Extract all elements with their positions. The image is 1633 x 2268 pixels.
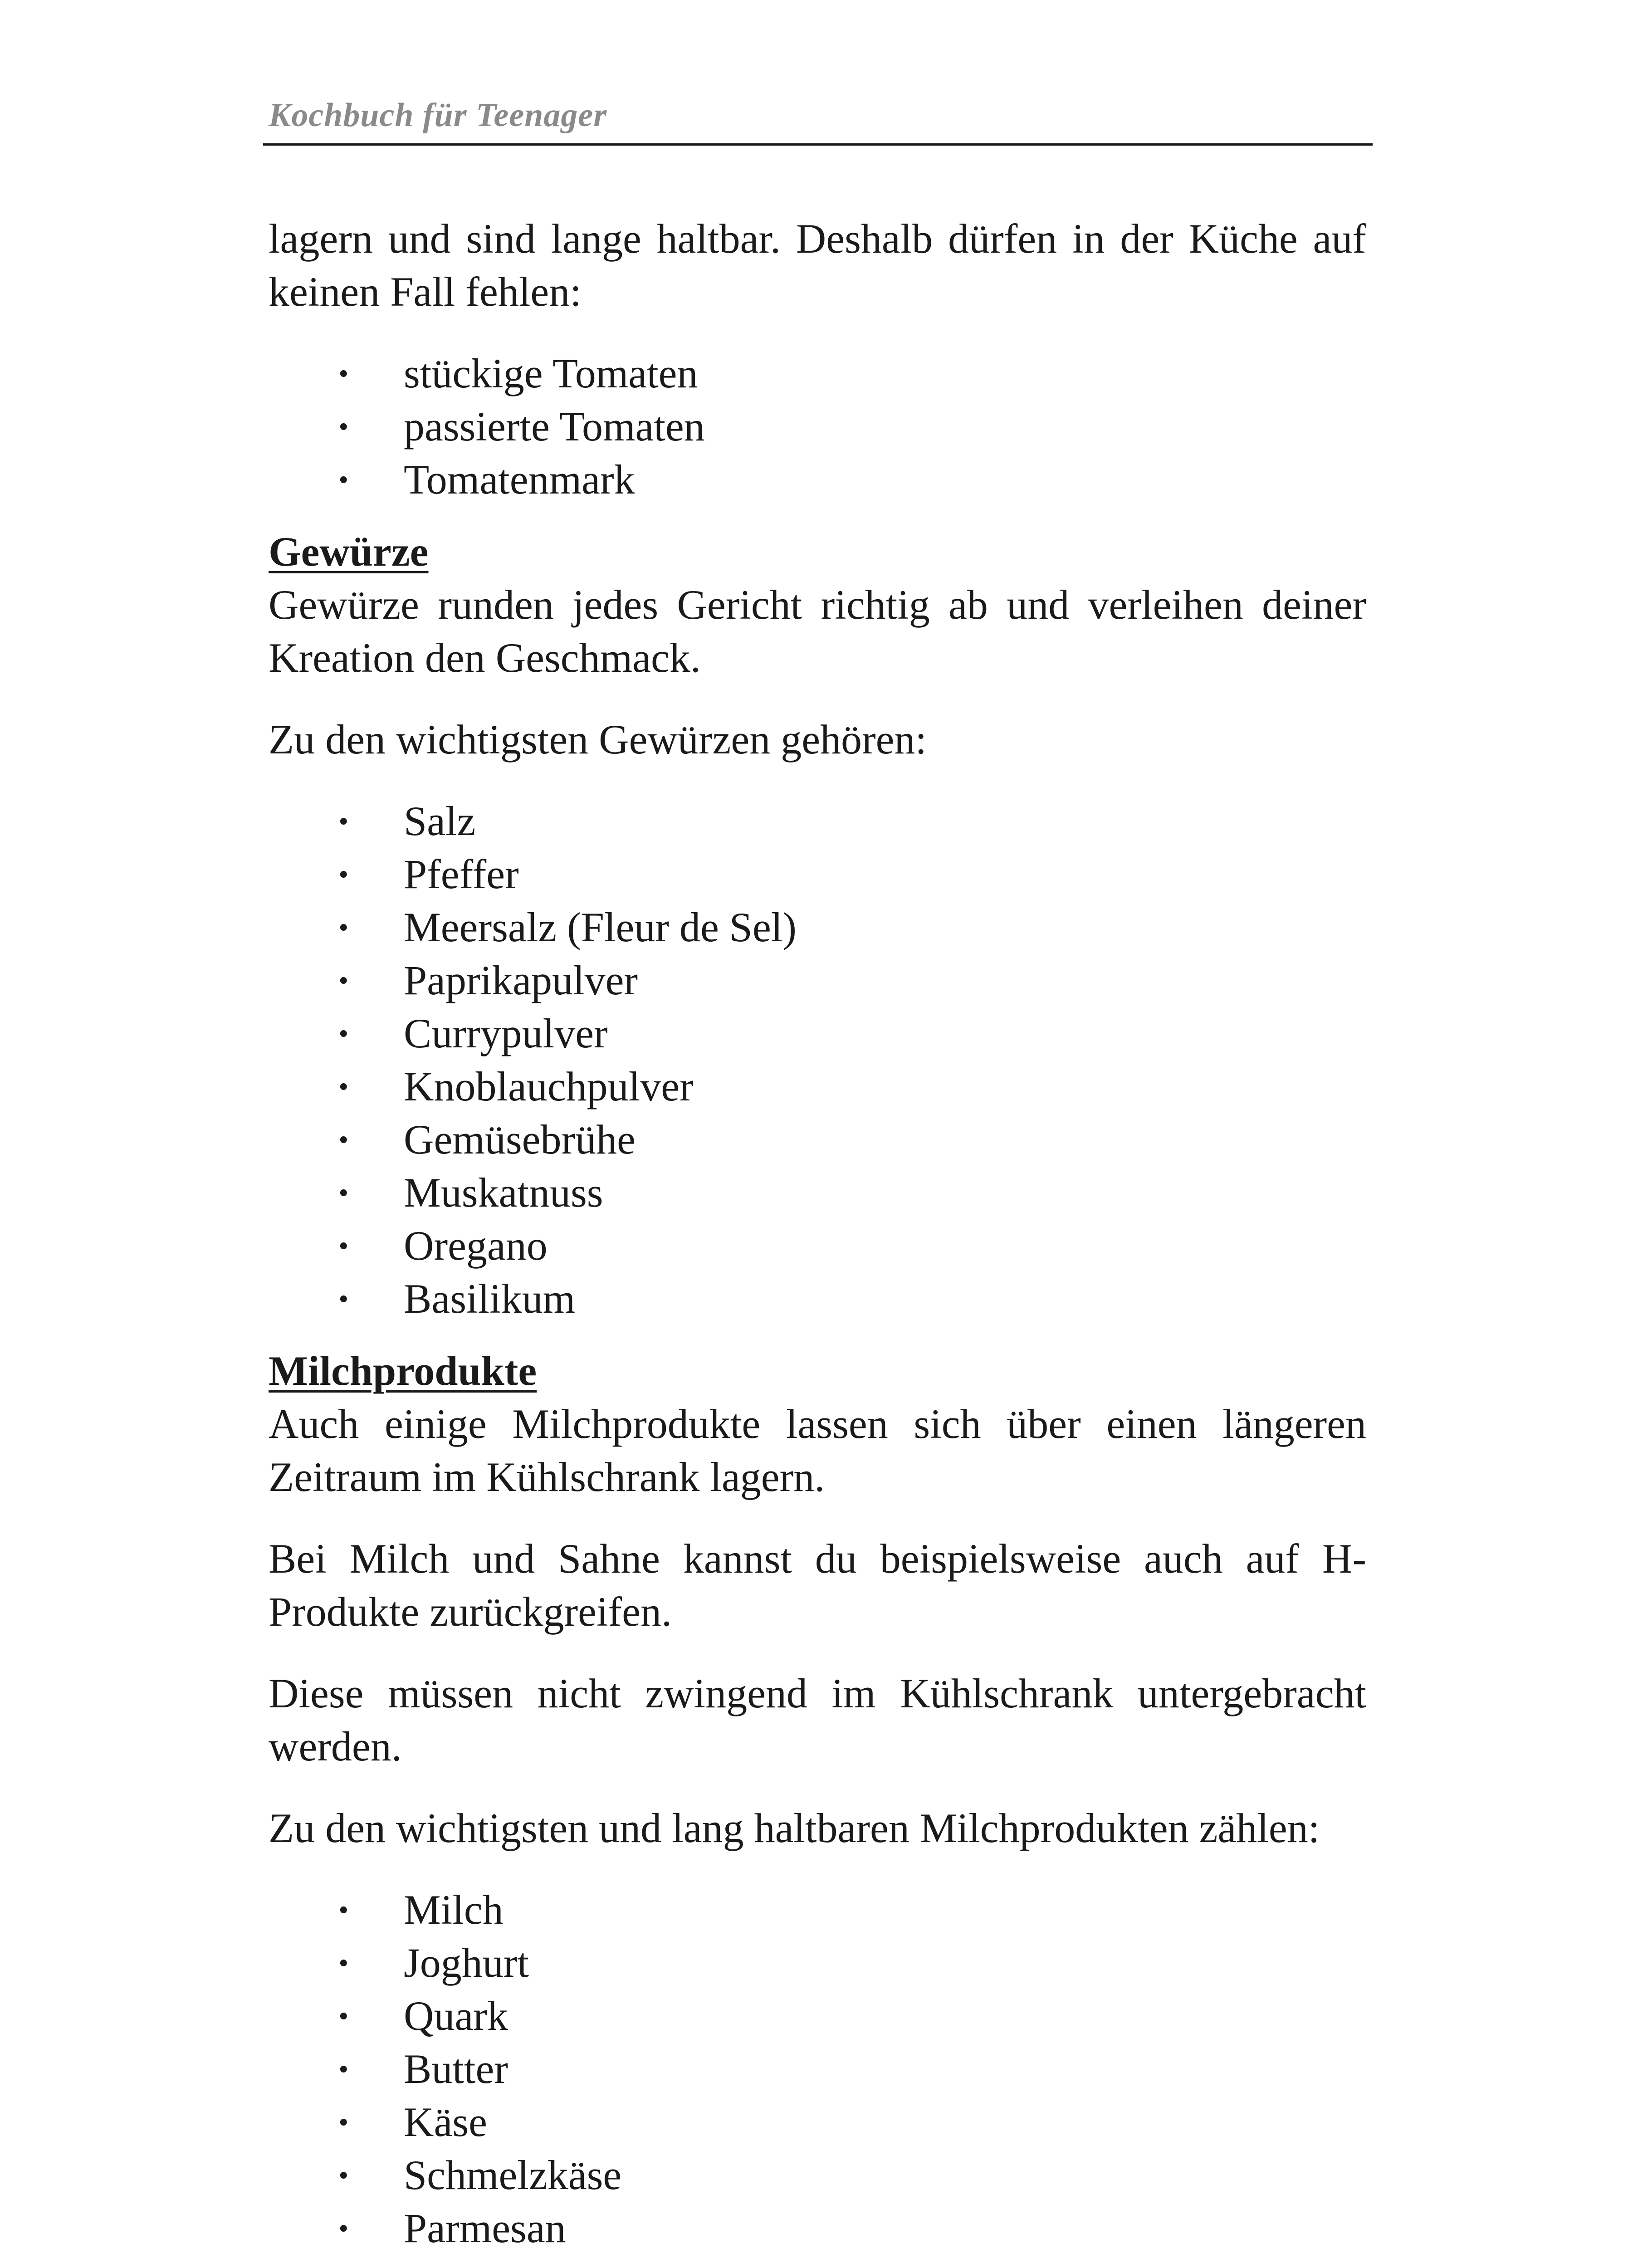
bullet-icon: ·: [337, 2046, 351, 2092]
list-item-text: Gemüsebrühe: [404, 1116, 636, 1163]
list-item: [269, 1936, 1366, 1989]
list-item-text: Schmelzkäse: [404, 2152, 622, 2198]
list-item-text: Salz: [404, 798, 476, 844]
running-header: Kochbuch für Teenager: [269, 97, 607, 134]
list-item: [269, 453, 1366, 506]
list-item: [269, 2096, 1366, 2149]
bullet-icon: ·: [337, 904, 351, 950]
list-item: [269, 2202, 1366, 2255]
page-content: [269, 212, 1366, 2268]
intro-paragraph: lagern und sind lange haltbar. Deshalb dürfen in der Küche auf keinen Fall fehlen:: [269, 215, 1366, 315]
spices-list-intro: Zu den wichtigsten Gewürzen gehören:: [269, 716, 927, 763]
dairy-list-intro: Zu den wichtigsten und lang haltbaren Milchprodukten zählen:: [269, 1805, 1320, 1851]
bullet-icon: ·: [337, 1222, 351, 1269]
spice-list: [269, 795, 1366, 1325]
list-item-text: passierte Tomaten: [404, 403, 705, 450]
list-item-text: Joghurt: [404, 1940, 529, 1986]
dairy-list: [269, 1883, 1366, 2255]
dairy-paragraph: Auch einige Milchprodukte lassen sich über einen längeren Zeitraum im Kühlschrank lagern.: [269, 1401, 1366, 1500]
section-heading-spices: Gewürze: [269, 528, 429, 575]
dairy-paragraph: Diese müssen nicht zwingend im Kühlschrank untergebracht werden.: [269, 1670, 1366, 1769]
spices-paragraph: Gewürze runden jedes Gericht richtig ab und verleihen deiner Kreation den Geschmack.: [269, 582, 1366, 681]
list-item-text: Basilikum: [404, 1276, 576, 1322]
list-item-text: Parmesan: [404, 2205, 566, 2251]
bullet-icon: ·: [337, 957, 351, 1003]
list-item-text: Pfeffer: [404, 851, 519, 897]
bullet-icon: ·: [337, 1940, 351, 1986]
bullet-icon: ·: [337, 2152, 351, 2198]
list-item: [269, 1113, 1366, 1166]
list-item-text: Muskatnuss: [404, 1169, 603, 1216]
list-item: [269, 347, 1366, 400]
bullet-icon: ·: [337, 798, 351, 844]
list-item: [269, 2043, 1366, 2096]
bullet-icon: ·: [337, 403, 351, 450]
bullet-icon: ·: [337, 1887, 351, 1933]
list-item-text: Paprikapulver: [404, 957, 638, 1003]
list-item: [269, 1060, 1366, 1113]
list-item: [269, 1883, 1366, 1936]
bullet-icon: ·: [337, 851, 351, 897]
bullet-icon: ·: [337, 2205, 351, 2251]
list-item: [269, 1272, 1366, 1325]
bullet-icon: ·: [337, 456, 351, 503]
list-item-text: Käse: [404, 2099, 487, 2145]
list-item-text: stückige Tomaten: [404, 350, 698, 396]
bullet-icon: ·: [337, 2099, 351, 2145]
bullet-icon: ·: [337, 350, 351, 396]
list-item: [269, 795, 1366, 848]
list-item-text: Meersalz (Fleur de Sel): [404, 904, 797, 950]
list-item: [269, 901, 1366, 954]
list-item-text: Tomatenmark: [404, 456, 635, 503]
list-item: [269, 1007, 1366, 1060]
list-item-text: Oregano: [404, 1222, 548, 1269]
list-item: [269, 1219, 1366, 1272]
bullet-icon: ·: [337, 1116, 351, 1163]
list-item-text: Knoblauchpulver: [404, 1063, 694, 1110]
dairy-paragraph: Bei Milch und Sahne kannst du beispielsweise auch auf H-Produkte zurückgreifen.: [269, 1535, 1366, 1635]
list-item-text: Currypulver: [404, 1010, 608, 1056]
bullet-icon: ·: [337, 1993, 351, 2039]
list-item: [269, 1166, 1366, 1219]
bullet-icon: ·: [337, 1010, 351, 1056]
list-item-text: Butter: [404, 2046, 508, 2092]
list-item: [269, 2149, 1366, 2202]
section-heading-dairy: Milchprodukte: [269, 1348, 537, 1394]
bullet-icon: ·: [337, 1169, 351, 1216]
list-item-text: Milch: [404, 1887, 504, 1933]
header-rule: [263, 143, 1373, 146]
tomato-list: [269, 347, 1366, 506]
list-item-text: Quark: [404, 1993, 508, 2039]
bullet-icon: ·: [337, 1063, 351, 1110]
list-item: [269, 954, 1366, 1007]
list-item: [269, 400, 1366, 453]
list-item: [269, 848, 1366, 901]
list-item: [269, 1989, 1366, 2043]
bullet-icon: ·: [337, 1276, 351, 1322]
